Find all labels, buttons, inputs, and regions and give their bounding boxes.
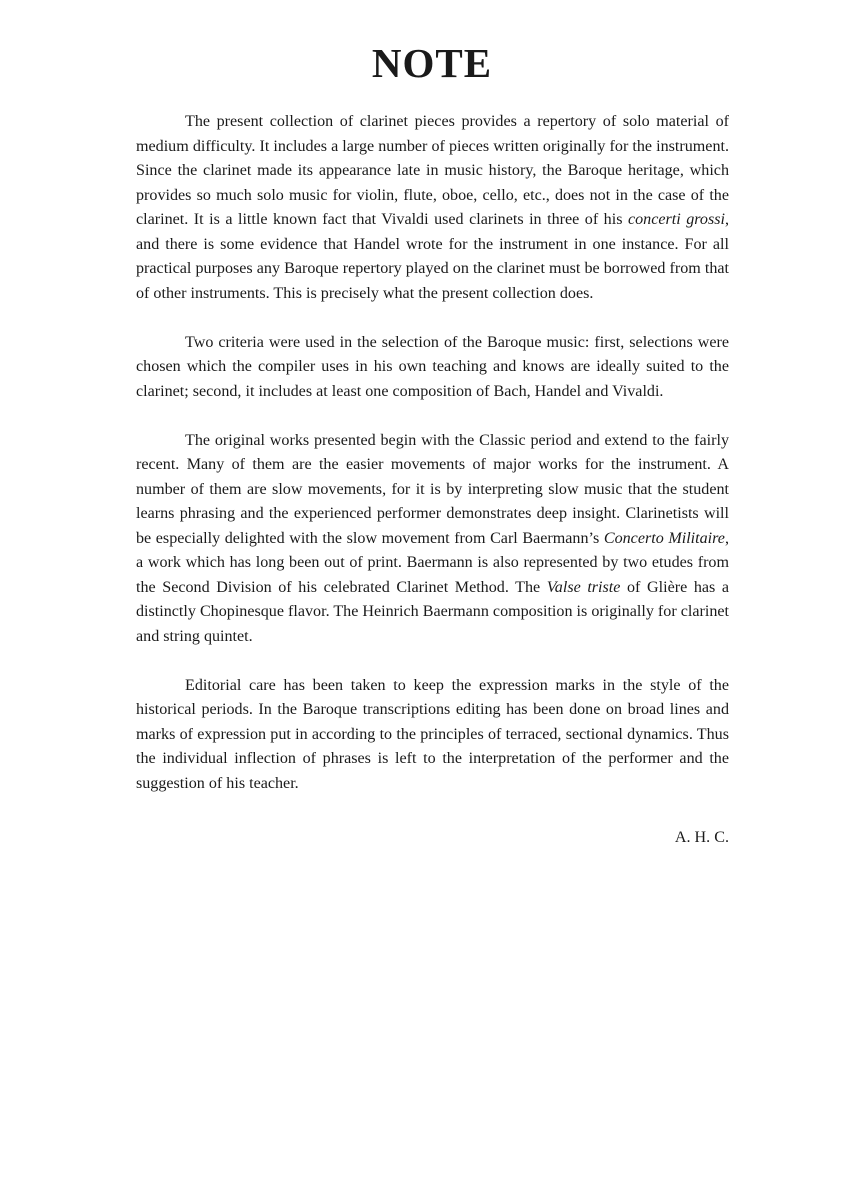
page-title: NOTE <box>371 40 493 86</box>
paragraph-text: Editorial care has been taken to keep the expression marks in the style of the historical periods. In the Baroque transcriptions editing has been done on broad lines and marks of expression put in according to the principles of terraced, sectional dynamics. Thus the individual inflection of phrases is left to the interpretation of the performer and the suggestion of his teacher. <box>136 676 729 792</box>
paragraph-text: The original works presented begin with the Classic period and extend to the fairly recent. Many of them are the easier movements of major works for the instrument. A number of them are slow movements, for it is by interpreting slow music that the student learns phrasing and the experienced performer demonstrates deep insight. Clarinetists will be especially delighted with the slow movement from Carl Baermann’s <box>136 431 729 547</box>
paragraph <box>136 110 729 306</box>
paragraph <box>136 674 729 797</box>
paragraph <box>136 331 729 405</box>
paragraph-text: , a work which has long been out of print. Baermann is also represented by two etudes from the Second Division of his celebrated Clarinet Method. The <box>136 529 729 596</box>
paragraph <box>136 429 729 650</box>
italic-title: Valse triste <box>546 578 621 596</box>
note-body <box>136 110 729 796</box>
author-initials: A. H. C. <box>674 829 729 846</box>
paragraph-text: of Glière has a distinctly Chopinesque flavor. The Heinrich Baermann composition is originally for clarinet and string quintet. <box>136 578 730 645</box>
italic-title: Concerto Militaire <box>603 529 725 547</box>
paragraph-text: Two criteria were used in the selection of the Baroque music: first, selections were chosen which the compiler uses in his own teaching and knows are ideally suited to the clarinet; second, it includes at least one composition of Bach, Handel and Vivaldi. <box>136 333 729 400</box>
paragraph-text: , and there is some evidence that Handel wrote for the instrument in one instance. For all practical purposes any Baroque repertory played on the clarinet must be borrowed from that of other instruments. This is precisely what the present collection does. <box>136 211 729 302</box>
paragraph-text: The present collection of clarinet pieces provides a repertory of solo material of medium difficulty. It includes a large number of pieces written originally for the instrument. Since the clarinet made its appearance late in music history, the Baroque heritage, which provides so much solo music for violin, flute, oboe, cello, etc., does not in the case of the clarinet. It is a little known fact that Vivaldi used clarinets in three of his <box>136 113 729 228</box>
italic-title: concerti grossi <box>627 211 725 228</box>
